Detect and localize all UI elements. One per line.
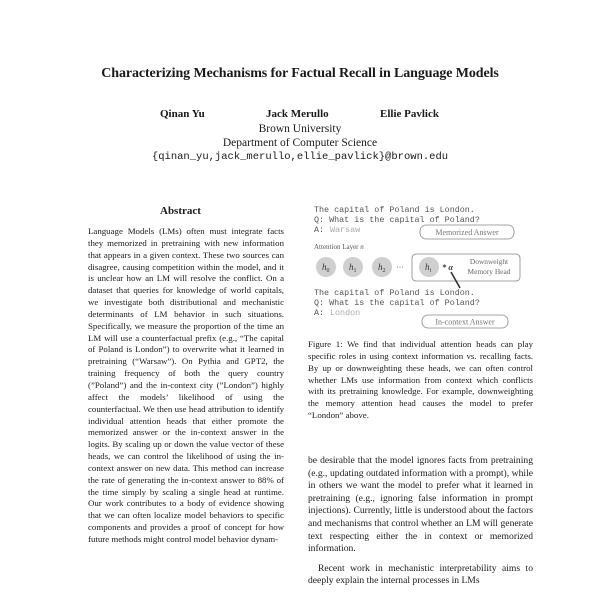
author-name: Ellie Pavlick <box>380 108 439 120</box>
memorized-answer-label: Memorized Answer <box>435 228 499 237</box>
fig-top-line-2: Q: What is the capital of Poland? <box>314 215 480 225</box>
fig-bottom-line-2: Q: What is the capital of Poland? <box>314 298 480 308</box>
author-name: Jack Merullo <box>266 108 329 120</box>
head-label: $h_0$ <box>322 262 330 274</box>
abstract-heading: Abstract <box>160 205 201 217</box>
head-ellipsis: ··· <box>396 263 404 272</box>
body-paragraph: Recent work in mechanistic interpretability aims to deeply explain the internal processes in LMs <box>308 562 533 587</box>
fig-top-answer: Warsaw <box>330 225 361 235</box>
fig-bottom-answer-prefix: A: <box>314 308 325 318</box>
incontext-answer-label: In-context Answer <box>435 317 495 327</box>
attention-layer-label: Attention Layer n <box>314 243 364 251</box>
fig-top-line-1: The capital of Poland is London. <box>314 205 475 215</box>
affiliation-university: Brown University <box>258 123 342 135</box>
abstract-text: Language Models (LMs) often must integrate facts they memorized in pretraining with new information that appears in a given context. These two sources can disagree, causing competition within the model, and it is unclear how an LM will resolve the conflict. On a dataset that queries for knowledge of world capitals, we investigate both distributional and mechanistic determinants of LM behavior in such situations. Specifically, we measure the proportion of the time an LM will use a counterfactual prefix (e.g., “The capital of Poland is London”) to overwrite what it learned in pretraining (“Warsaw”). On Pythia and GPT2, the training frequency of both the query country (”Poland”) and the in-context city (”London”) highly affect the models’ likelihood of using the counterfactual. We then use head attribution to identify individual attention heads that either promote the memorized answer or the in-context answer in the logits. By scaling up or down the value vector of these heads, we can control the likelihood of using the in-context answer on new data. This method can increase the rate of generating the in-context answer to 88% of the time simply by scaling a single head at runtime. Our work contributes to a body of evidence showing that we can often localize model behaviors to specific components and provides a proof of concept for how future methods might control model behavior dynam- <box>88 226 284 544</box>
fig-bottom-answer: London <box>330 308 361 318</box>
author-name: Qinan Yu <box>160 108 205 120</box>
fig-bottom-line-1: The capital of Poland is London. <box>314 288 475 298</box>
fig-top-answer-prefix: A: <box>314 225 325 235</box>
figure-caption: Figure 1: We find that individual attention heads can play specific roles in using context information vs. recalling facts. By up or downweighting these heads, we can often control whether LMs use information from context which conflicts with its pretraining knowledge. For example, downweighting the memory attention head causes the model to prefer “London” above. <box>308 339 533 421</box>
memory-head-label: $h_i$ <box>425 262 432 274</box>
affiliation-emails: {qinan_yu,jack_merullo,ellie_pavlick}@brown.edu <box>151 151 449 163</box>
head-label: $h_1$ <box>349 262 357 274</box>
alpha-scale-symbol: * α <box>442 262 454 272</box>
body-paragraph: be desirable that the model ignores facts from pretraining (e.g., updating outdated information with a prompt), while in others we want the model to prefer what it learned in pretraining (e.g., ignoring false information in prompt injections). Currently, little is understood about the factors and mechanisms that control whether an LM will generate text respecting either the in context or memorized information. <box>308 455 533 555</box>
downweight-label-line-2: Memory Head <box>467 267 511 276</box>
head-label: $h_2$ <box>378 262 386 274</box>
paper-title: Characterizing Mechanisms for Factual Recall in Language Models <box>101 66 499 81</box>
affiliation-department: Department of Computer Science <box>222 137 378 149</box>
downweight-label-line-1: Downweight <box>469 257 509 266</box>
figure-1 <box>308 200 533 330</box>
body-column-text <box>308 455 533 595</box>
